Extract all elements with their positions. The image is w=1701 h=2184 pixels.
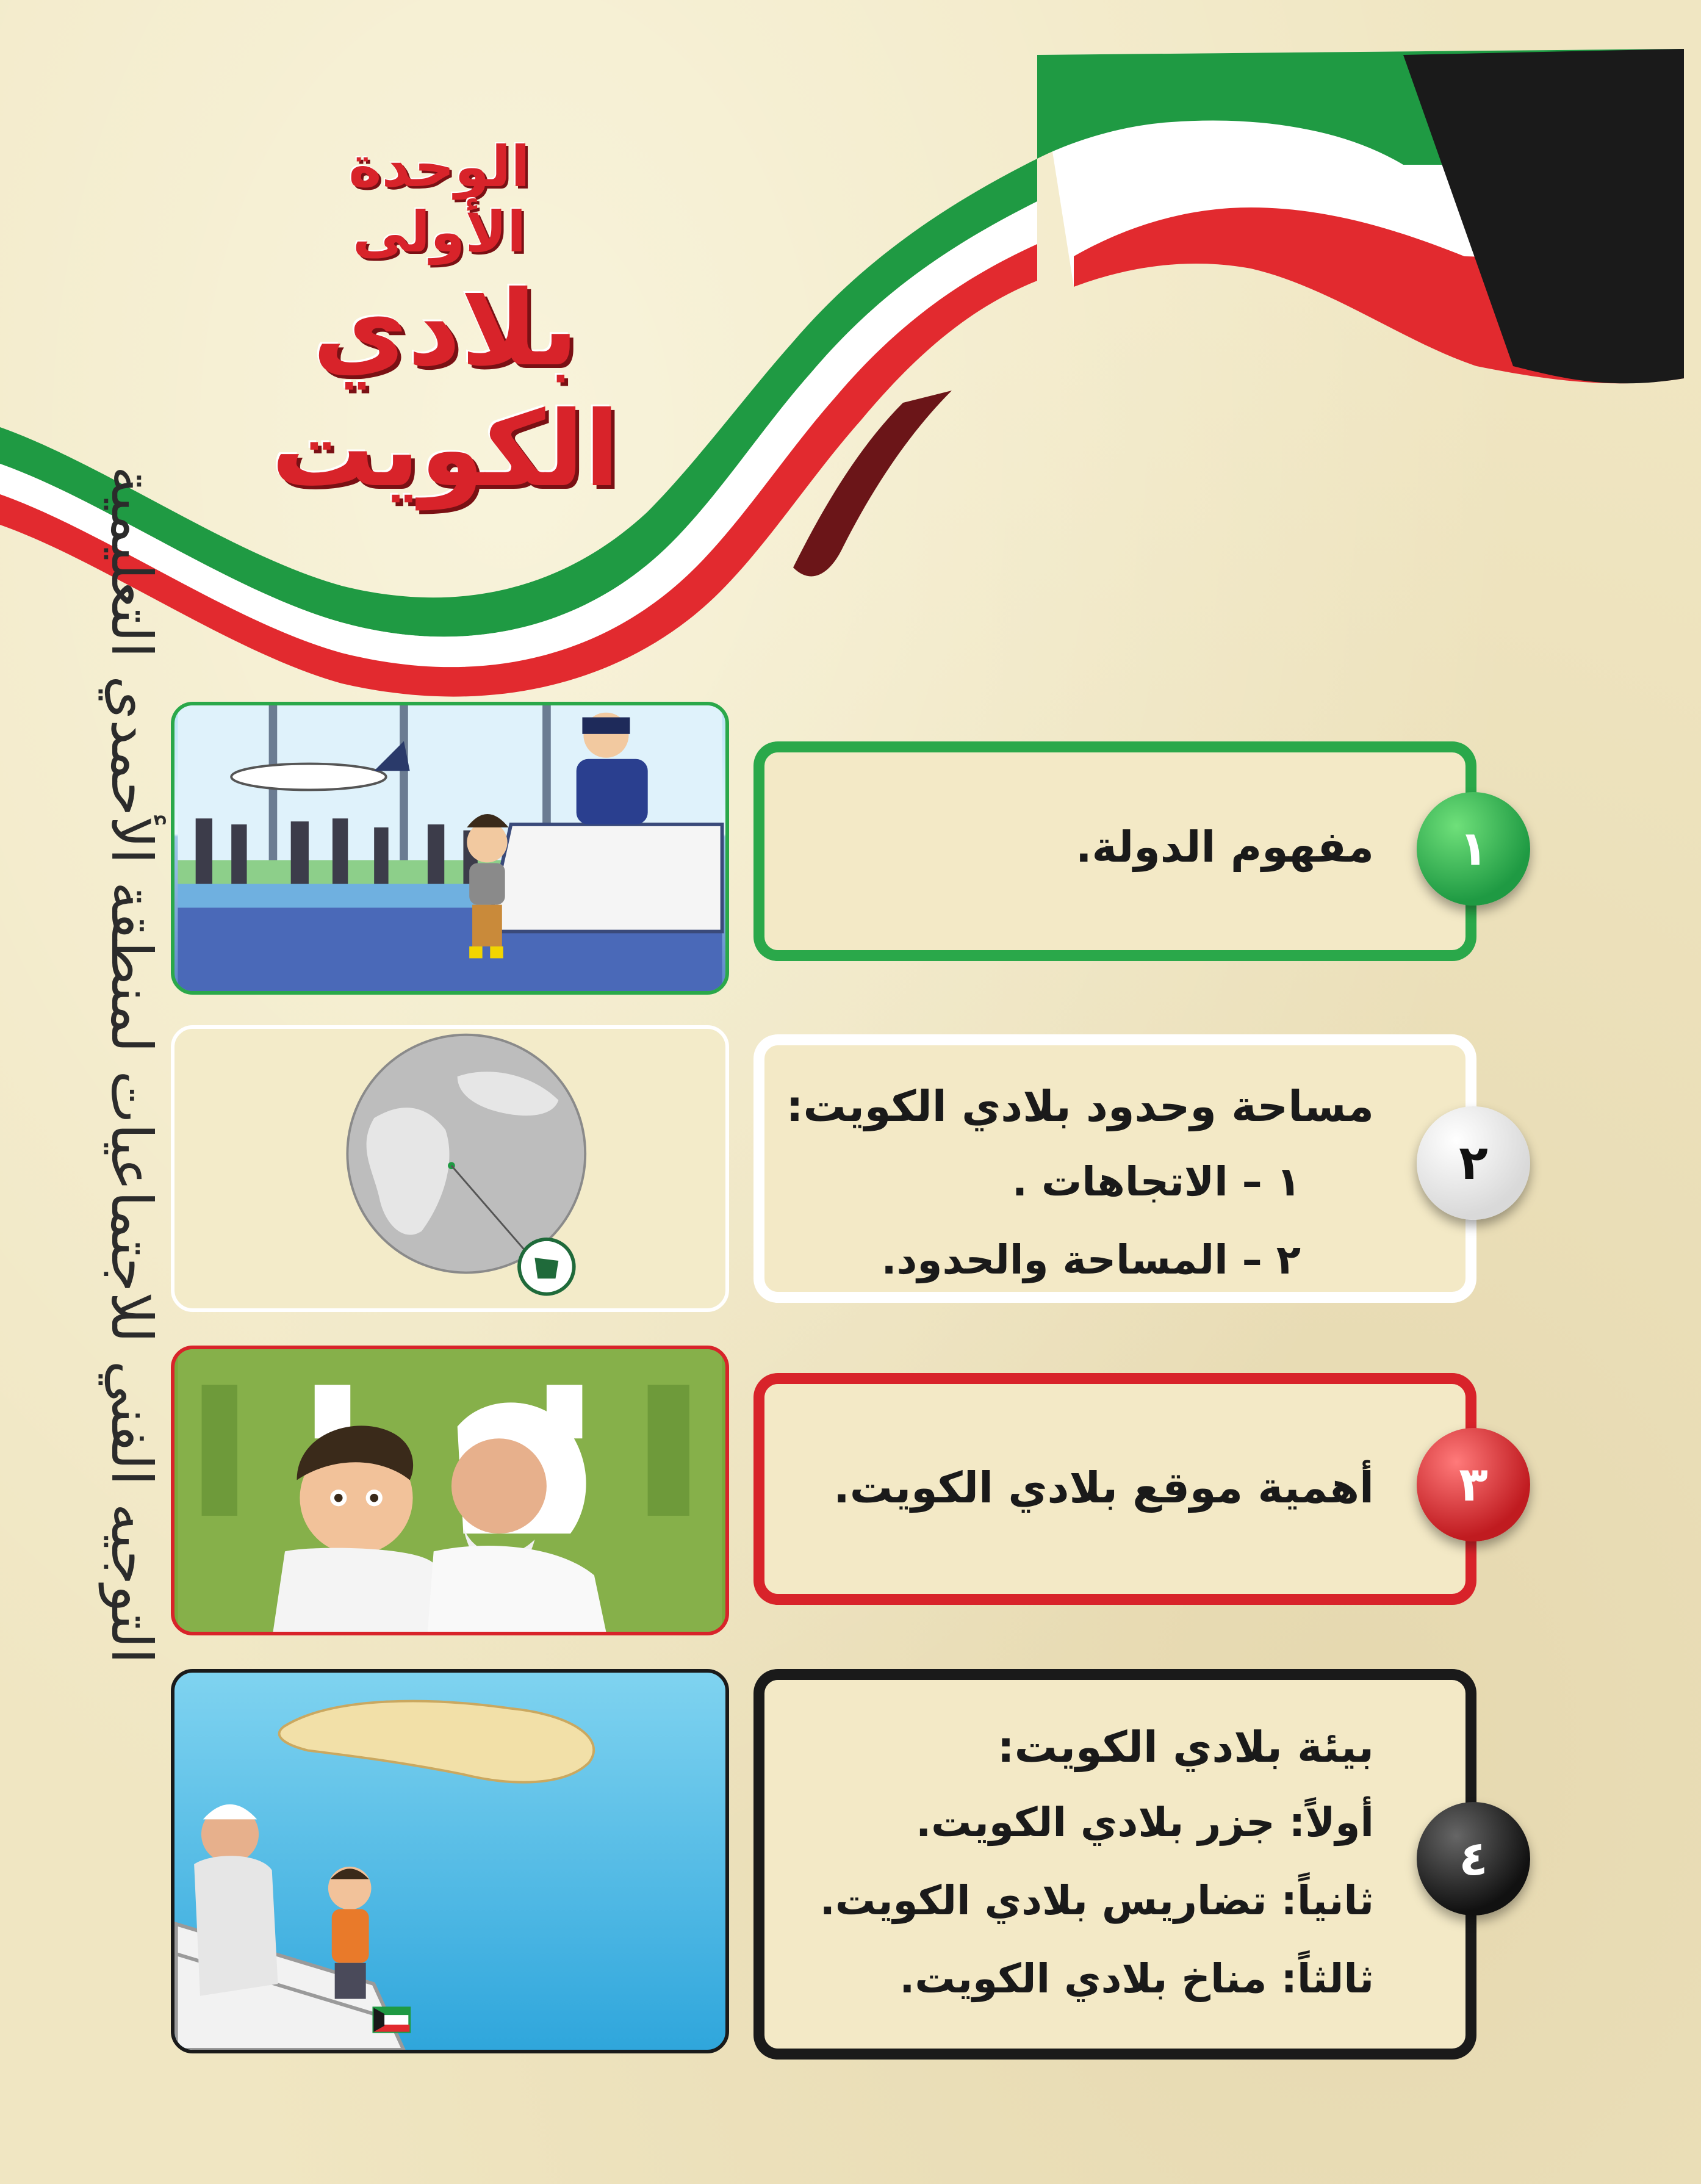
lesson-4-line-2: أولاً: جزر بلادي الكويت. xyxy=(916,1799,1374,1846)
lesson-4-number-badge xyxy=(1417,1802,1530,1916)
lesson-3-image xyxy=(171,1346,729,1635)
lesson-1-image xyxy=(171,702,729,995)
grandfather-and-boy-illustration-icon xyxy=(174,1349,725,1632)
side-note-vertical: التوجيه الفني للاجتماعيات لمنطقة الأحمدي التعليمية xyxy=(99,466,164,1664)
lesson-2-line-2: ١ – الاتجاهات . xyxy=(1012,1158,1301,1205)
lesson-2-image xyxy=(171,1025,729,1312)
globe-kuwait-location-illustration-icon xyxy=(174,1029,725,1308)
lesson-1-box xyxy=(753,741,1476,961)
lesson-4-line-3: ثانياً: تضاريس بلادي الكويت. xyxy=(819,1877,1374,1924)
lesson-1-line-1: مفهوم الدولة. xyxy=(1075,822,1374,872)
lesson-4-box xyxy=(753,1669,1476,2060)
unit-name: بلادي الكويت xyxy=(271,268,620,510)
lesson-3-number-badge xyxy=(1417,1428,1530,1541)
lesson-3-box xyxy=(753,1373,1476,1605)
lesson-2-box xyxy=(753,1034,1476,1303)
lesson-4-number: ٤ xyxy=(1459,1831,1488,1886)
lesson-2-line-1: مساحة وحدود بلادي الكويت: xyxy=(786,1081,1374,1131)
lesson-1-number: ١ xyxy=(1459,821,1488,876)
lesson-4-line-1: بيئة بلادي الكويت: xyxy=(997,1722,1374,1772)
lesson-3-number: ٣ xyxy=(1459,1457,1488,1512)
lesson-1-number-badge xyxy=(1417,792,1530,906)
lesson-2-number-badge xyxy=(1417,1106,1530,1220)
lesson-3-line-1: أهمية موقع بلادي الكويت. xyxy=(833,1463,1374,1513)
boat-island-sea-illustration-icon xyxy=(174,1673,725,2050)
lesson-2-number: ٢ xyxy=(1459,1136,1488,1191)
lesson-4-line-4: ثالثاً: مناخ بلادي الكويت. xyxy=(899,1955,1374,2002)
lesson-2-line-3: ٢ – المساحة والحدود. xyxy=(881,1236,1301,1283)
lesson-4-image xyxy=(171,1669,729,2053)
airport-passport-control-illustration-icon xyxy=(174,705,725,991)
unit-title: الوحدة الأولى xyxy=(348,134,530,265)
